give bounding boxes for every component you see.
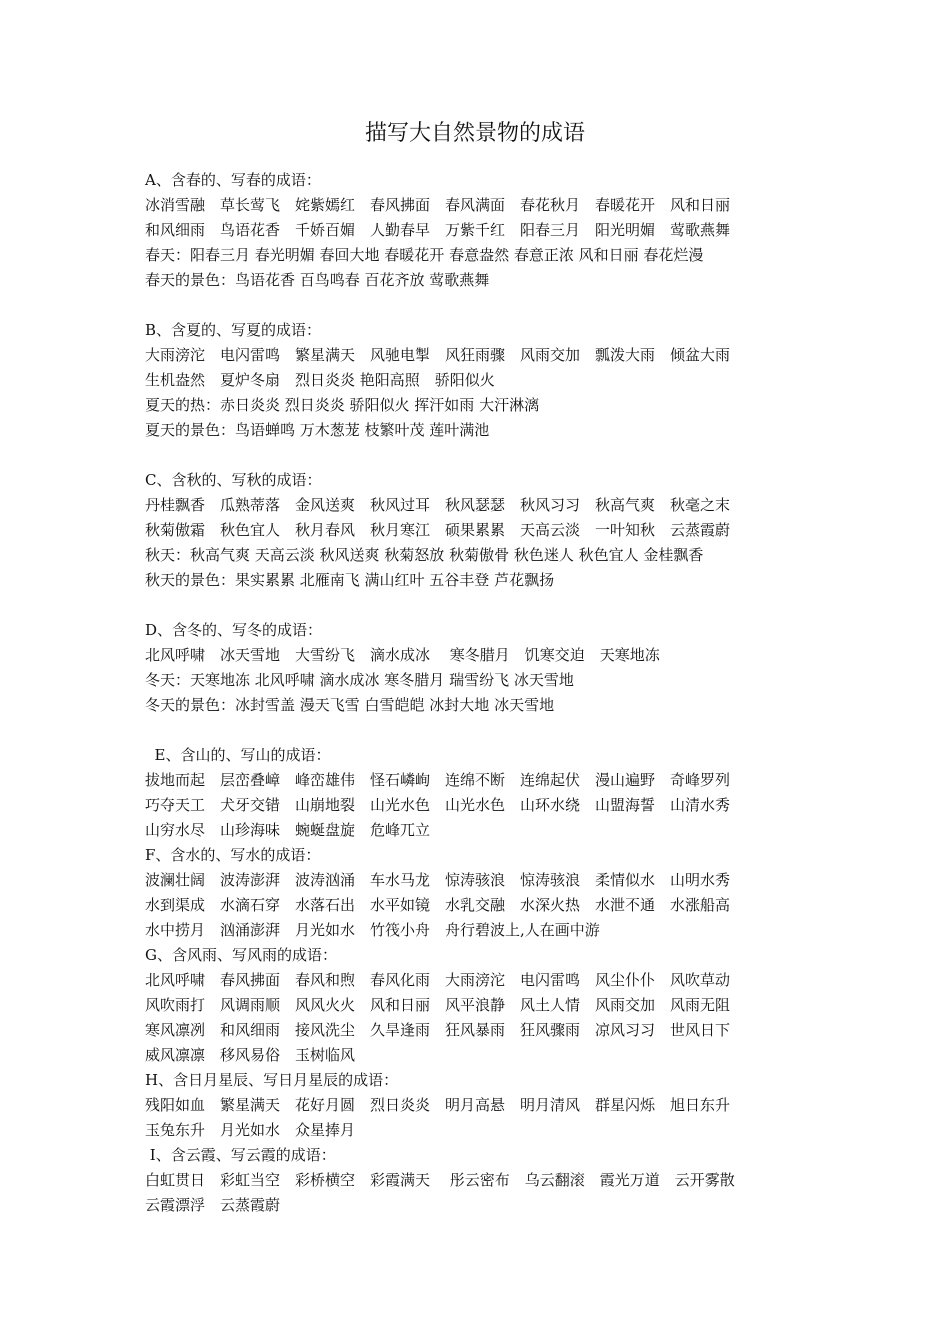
text-line: 春天的景色：鸟语花香 百鸟鸣春 百花齐放 莺歌燕舞	[145, 271, 490, 289]
text-line: E、含山的、写山的成语：	[145, 746, 331, 764]
text-line: 冰消雪融 草长莺飞 姹紫嫣红 春风拂面 春风满面 春花秋月 春暖花开 风和日丽	[145, 196, 731, 214]
text-line: 秋菊傲霜 秋色宜人 秋月春风 秋月寒江 硕果累累 天高云淡 一叶知秋 云蒸霞蔚	[145, 521, 731, 539]
text-line: 大雨滂沱 电闪雷鸣 繁星满天 风驰电掣 风狂雨骤 风雨交加 瓢泼大雨 倾盆大雨	[145, 346, 731, 364]
text-line: 夏天的热：赤日炎炎 烈日炎炎 骄阳似火 挥汗如雨 大汗淋漓	[145, 396, 540, 414]
text-line: 拔地而起 层峦叠嶂 峰峦雄伟 怪石嶙峋 连绵不断 连绵起伏 漫山遍野 奇峰罗列	[145, 771, 731, 789]
text-line: 白虹贯日 彩虹当空 彩桥横空 彩霞满天 彤云密布 乌云翻滚 霞光万道 云开雾散	[145, 1171, 735, 1189]
text-line: A、含春的、写春的成语：	[145, 171, 321, 189]
text-line: G、含风雨、写风雨的成语：	[145, 946, 337, 964]
text-line: H、含日月星辰、写日月星辰的成语：	[145, 1071, 399, 1089]
blank-line	[145, 593, 835, 618]
text-line: 玉兔东升 月光如水 众星捧月	[145, 1121, 356, 1139]
text-line: 山穷水尽 山珍海味 蜿蜒盘旋 危峰兀立	[145, 821, 431, 839]
text-line: D、含冬的、写冬的成语：	[145, 621, 323, 639]
text-line: 寒风凛冽 和风细雨 接风洗尘 久旱逢雨 狂风暴雨 狂风骤雨 凉风习习 世风日下	[145, 1021, 731, 1039]
text-line: C、含秋的、写秋的成语：	[145, 471, 322, 489]
text-line: 威风凛凛 移风易俗 玉树临风	[145, 1046, 356, 1064]
text-line: 波澜壮阔 波涛澎湃 波涛汹涌 车水马龙 惊涛骇浪 惊涛骇浪 柔情似水 山明水秀	[145, 871, 731, 889]
text-line: 北风呼啸 冰天雪地 大雪纷飞 滴水成冰 寒冬腊月 饥寒交迫 天寒地冻	[145, 646, 660, 664]
text-line: 水到渠成 水滴石穿 水落石出 水平如镜 水乳交融 水深火热 水泄不通 水涨船高	[145, 896, 731, 914]
text-line: 和风细雨 鸟语花香 千娇百媚 人勤春早 万紫千红 阳春三月 阳光明媚 莺歌燕舞	[145, 221, 731, 239]
text-line: I、含云霞、写云霞的成语：	[145, 1146, 336, 1164]
text-line: 风吹雨打 风调雨顺 风风火火 风和日丽 风平浪静 风土人情 风雨交加 风雨无阻	[145, 996, 731, 1014]
blank-line	[145, 718, 835, 743]
text-line: 春天：阳春三月 春光明媚 春回大地 春暖花开 春意盎然 春意正浓 风和日丽 春花烂漫	[145, 246, 704, 264]
blank-line	[145, 443, 835, 468]
document-body	[145, 168, 835, 1218]
text-line: 冬天的景色：冰封雪盖 漫天飞雪 白雪皑皑 冰封大地 冰天雪地	[145, 696, 555, 714]
text-line: 残阳如血 繁星满天 花好月圆 烈日炎炎 明月高悬 明月清风 群星闪烁 旭日东升	[145, 1096, 731, 1114]
text-line: 冬天：天寒地冻 北风呼啸 滴水成冰 寒冬腊月 瑞雪纷飞 冰天雪地	[145, 671, 574, 689]
blank-line	[145, 293, 835, 318]
text-line: 丹桂飘香 瓜熟蒂落 金风送爽 秋风过耳 秋风瑟瑟 秋风习习 秋高气爽 秋毫之末	[145, 496, 731, 514]
text-line: F、含水的、写水的成语：	[145, 846, 321, 864]
text-line: 水中捞月 汹涌澎湃 月光如水 竹筏小舟 舟行碧波上,人在画中游	[145, 921, 600, 939]
page-title: 描写大自然景物的成语	[364, 121, 585, 146]
text-line: 夏天的景色：鸟语蝉鸣 万木葱茏 枝繁叶茂 莲叶满池	[145, 421, 490, 439]
text-line: 巧夺天工 犬牙交错 山崩地裂 山光水色 山光水色 山环水绕 山盟海誓 山清水秀	[145, 796, 731, 814]
text-line: 秋天的景色：果实累累 北雁南飞 满山红叶 五谷丰登 芦花飘扬	[145, 571, 555, 589]
text-line: 云霞漂浮 云蒸霞蔚	[145, 1196, 281, 1214]
text-line: 秋天：秋高气爽 天高云淡 秋风送爽 秋菊怒放 秋菊傲骨 秋色迷人 秋色宜人 金桂飘香	[145, 546, 704, 564]
text-line: 生机盎然 夏炉冬扇 烈日炎炎 艳阳高照 骄阳似火	[145, 371, 495, 389]
text-line: B、含夏的、写夏的成语：	[145, 321, 322, 339]
text-line: 北风呼啸 春风拂面 春风和煦 春风化雨 大雨滂沱 电闪雷鸣 风尘仆仆 风吹草动	[145, 971, 731, 989]
